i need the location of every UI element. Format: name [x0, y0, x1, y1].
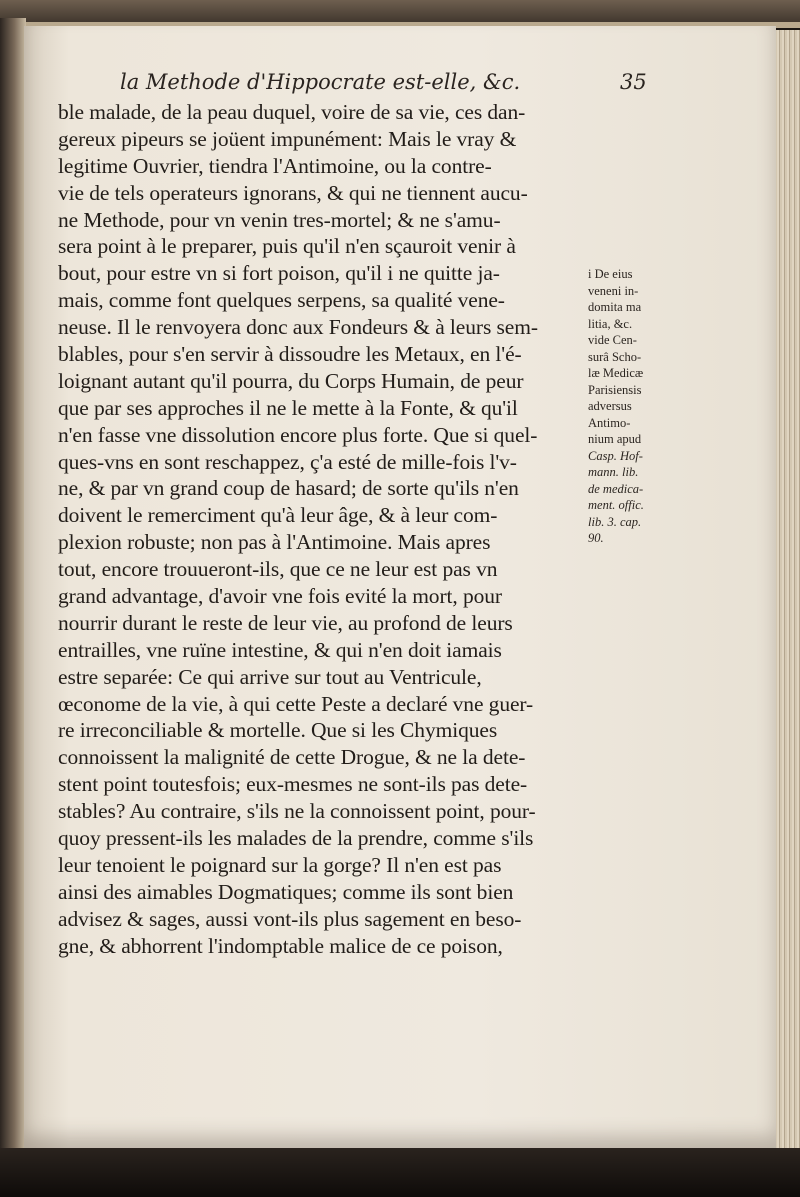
running-head: la Methode d'Hippocrate est-elle, &c. [120, 70, 521, 94]
body-text [58, 99, 588, 960]
text-line: stables? Au contraire, s'ils ne la connoissent point, pour- [58, 799, 536, 824]
text-line: gereux pipeurs se joüent impunément: Mais le vray & [58, 126, 517, 151]
text-line: gne, & abhorrent l'indomptable malice de ce poison, [58, 933, 503, 958]
margin-note-line: mann. lib. [588, 465, 639, 479]
margin-note-line: surâ Scho- [588, 349, 642, 364]
margin-note-line: de medica- [588, 481, 644, 496]
margin-note [588, 266, 678, 547]
margin-note-line: ment. offic. [588, 498, 644, 512]
text-line: bout, pour estre vn si fort poison, qu'il i ne quitte ja- [58, 261, 500, 286]
margin-note-line: i De eius [588, 267, 633, 281]
margin-note-line: lib. 3. cap. [588, 514, 642, 529]
text-line: ainsi des aimables Dogmatiques; comme ils sont bien [58, 879, 514, 904]
text-line: re irreconciliable & mortelle. Que si les Chymiques [58, 718, 498, 743]
text-line: ne, & par vn grand coup de hasard; de sorte qu'ils n'en [58, 476, 519, 501]
text-line: tout, encore trouueront-ils, que ce ne leur est pas vn [58, 557, 498, 582]
text-line: ne Methode, pour vn venin tres-mortel; & ne s'amu- [58, 207, 501, 232]
margin-note-line: nium apud [588, 432, 642, 446]
margin-note-line: Parisiensis [588, 382, 642, 397]
book-bottom-edge [0, 1148, 800, 1197]
book-gutter [0, 18, 26, 1148]
margin-note-line: litia, &c. [588, 316, 633, 331]
text-line: n'en fasse vne dissolution encore plus forte. Que si quel- [58, 422, 538, 447]
margin-note-line: læ Medicæ [588, 366, 644, 380]
text-line: quoy pressent-ils les malades de la prendre, comme s'ils [58, 826, 534, 851]
text-line: ble malade, de la peau duquel, voire de sa vie, ces dan- [58, 100, 526, 124]
margin-note-line: veneni in- [588, 283, 639, 298]
page-number: 35 [620, 70, 647, 94]
text-line: mais, comme font quelques serpens, sa qualité vene- [58, 288, 505, 313]
text-line: blables, pour s'en servir à dissoudre les Metaux, en l'é- [58, 342, 522, 367]
text-line: stent point toutesfois; eux-mesmes ne sont-ils pas dete- [58, 772, 528, 797]
text-line: que par ses approches il ne le mette à la Fonte, & qu'il [58, 395, 518, 420]
margin-note-line: Casp. Hof- [588, 448, 643, 463]
text-line: nourrir durant le reste de leur vie, au profond de leurs [58, 610, 513, 635]
text-line: œconome de la vie, à qui cette Peste a declaré vne guer- [58, 691, 534, 716]
text-line: sera point à le preparer, puis qu'il n'en sçauroit venir à [58, 234, 516, 259]
margin-note-line: domita ma [588, 300, 642, 314]
text-line: loignant autant qu'il pourra, du Corps Humain, de peur [58, 368, 524, 393]
margin-note-line: adversus [588, 399, 632, 413]
text-line: doivent le remerciment qu'à leur âge, & à leur com- [58, 503, 498, 528]
text-line: connoissent la malignité de cette Drogue, & ne la dete- [58, 745, 526, 770]
margin-note-line: vide Cen- [588, 333, 637, 347]
text-line: neuse. Il le renvoyera donc aux Fondeurs & à leurs sem- [58, 315, 538, 340]
margin-note-line: Antimo- [588, 415, 631, 430]
margin-note-line: 90. [588, 531, 604, 545]
text-line: grand advantage, d'avoir vne fois evité la mort, pour [58, 584, 502, 609]
text-line: plexion robuste; non pas à l'Antimoine. Mais apres [58, 530, 491, 555]
text-line: advisez & sages, aussi vont-ils plus sagement en beso- [58, 906, 522, 931]
text-line: legitime Ouvrier, tiendra l'Antimoine, ou la contre- [58, 153, 492, 178]
text-line: vie de tels operateurs ignorans, & qui ne tiennent aucu- [58, 180, 528, 205]
text-line: ques-vns en sont reschappez, ç'a esté de mille-fois l'v- [58, 449, 517, 474]
text-line: entrailles, vne ruïne intestine, & qui n'en doit iamais [58, 637, 502, 662]
text-line: leur tenoient le poignard sur la gorge? Il n'en est pas [58, 852, 502, 877]
page-edge-stack [772, 30, 800, 1150]
text-line: estre separée: Ce qui arrive sur tout au Ventricule, [58, 664, 482, 689]
